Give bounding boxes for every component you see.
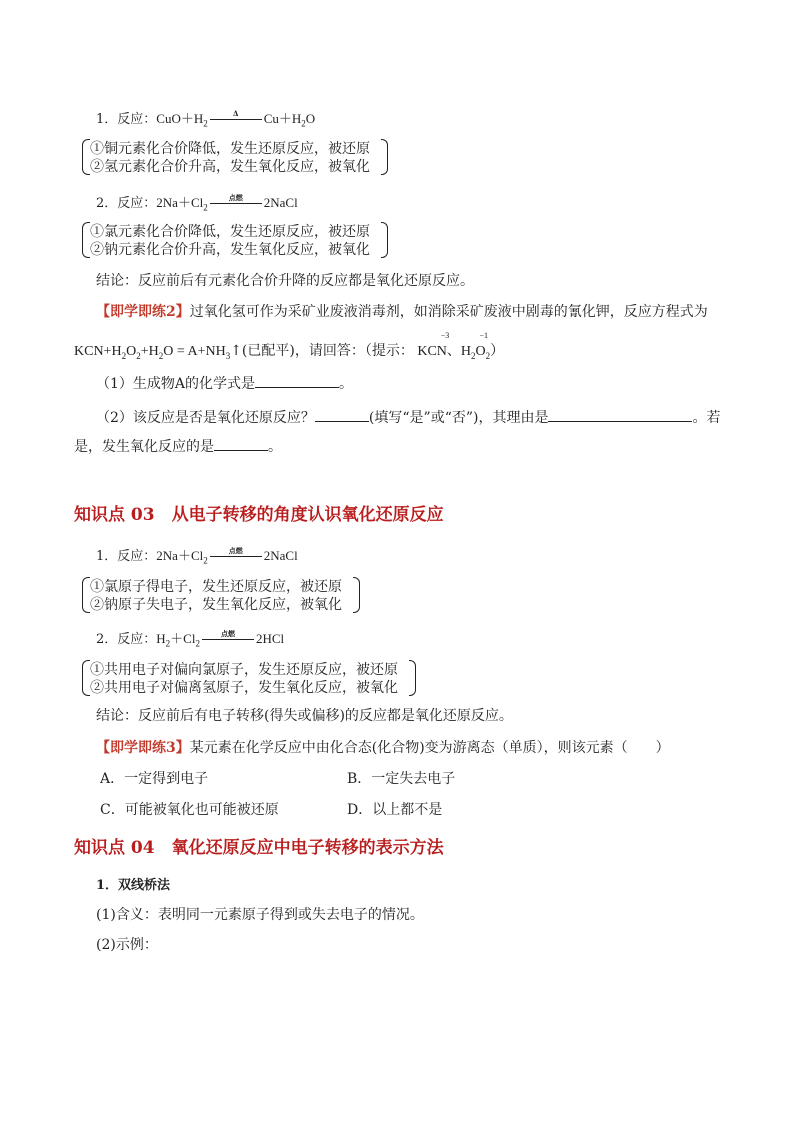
- hint-h2o2: 、$H_2$ −1 $O_2$）: [446, 331, 505, 361]
- reaction-3-nacl: 1．反应：$2Na+Cl_2$ 点燃 2NaCl: [96, 546, 298, 566]
- option-a[interactable]: A．一定得到电子: [100, 771, 209, 787]
- exercise-tag: 【即学即练3】: [96, 740, 190, 756]
- brace-line-2: ②氢元素化合价升高，发生氧化反应，被氧化: [90, 159, 370, 175]
- section-heading-04: 知识点 04 氧化还原反应中电子转移的表示方法: [74, 838, 444, 858]
- conclusion-electron: 结论：反应前后有电子转移(得失或偏移)的反应都是氧化还原反应。: [96, 708, 513, 724]
- option-c[interactable]: C．可能被氧化也可能被还原: [100, 802, 279, 818]
- left-brace: [82, 222, 90, 258]
- left-brace: [82, 660, 90, 696]
- right-brace: [353, 577, 360, 613]
- brace-line-2: ②共用电子对偏离氢原子，发生氧化反应，被氧化: [90, 680, 398, 696]
- brace-line-1: ①共用电子对偏向氯原子，发生还原反应，被还原: [90, 662, 398, 678]
- reaction-arrow: 点燃: [210, 203, 262, 204]
- brace-line-1: ①氯元素化合价降低，发生还原反应，被还原: [90, 224, 370, 240]
- hint-kcn: KC −3 N: [417, 331, 450, 359]
- question-1: （1）生成物A的化学式是 。: [96, 376, 354, 392]
- exercise-2-equation: $KCN+H_2O_2+H_2O$ = $A+NH_3↑$(已配平)，请回答：（提示： KC −3 N、$H_2$ −1 $O_2$）: [74, 331, 505, 361]
- answer-blank[interactable]: [214, 438, 268, 451]
- reaction-2-nacl: 2．反应：$2Na+Cl_2$ 点燃 2NaCl: [96, 193, 298, 213]
- question-2-cont: 是，发生氧化反应的是 。: [74, 439, 282, 455]
- exercise-3-stem: 【即学即练3】某元素在化学反应中由化合态(化合物)变为游离态（单质），则该元素（ ）: [96, 740, 670, 756]
- reaction-arrow: 点燃: [202, 639, 254, 640]
- brace-line-1: ①铜元素化合价降低，发生还原反应，被还原: [90, 141, 370, 157]
- right-brace: [409, 660, 416, 696]
- subheading-double-bridge: 1．双线桥法: [96, 878, 171, 893]
- exercise-tag: 【即学即练2】: [96, 304, 190, 320]
- answer-blank[interactable]: [315, 409, 369, 422]
- left-brace: [82, 577, 90, 613]
- conclusion-valence: 结论：反应前后有元素化合价升降的反应都是氧化还原反应。: [96, 273, 474, 289]
- option-b[interactable]: B．一定失去电子: [347, 771, 456, 787]
- definition-paragraph: (1)含义：表明同一元素原子得到或失去电子的情况。: [96, 907, 424, 923]
- brace-line-1: ①氯原子得电子，发生还原反应，被还原: [90, 579, 342, 595]
- right-brace: [381, 222, 388, 258]
- answer-blank[interactable]: [255, 375, 339, 388]
- left-brace: [82, 139, 90, 175]
- option-d[interactable]: D．以上都不是: [347, 802, 443, 818]
- reaction-arrow: Δ: [210, 119, 262, 120]
- example-label: (2)示例：: [96, 937, 158, 953]
- reaction-arrow: 点燃: [210, 556, 262, 557]
- reaction-4-hcl: 2．反应：$H_2+Cl_2$ 点燃 2HCl: [96, 629, 285, 649]
- section-heading-03: 知识点 03 从电子转移的角度认识氧化还原反应: [74, 505, 444, 525]
- brace-line-2: ②钠原子失电子，发生氧化反应，被氧化: [90, 597, 342, 613]
- exercise-2-intro: 【即学即练2】过氧化氢可作为采矿业废液消毒剂，如消除采矿废液中剧毒的氰化钾，反应方程式为: [96, 304, 708, 320]
- right-brace: [381, 139, 388, 175]
- answer-blank[interactable]: [548, 409, 692, 422]
- reaction-1-cuo: 1．反应：$CuO+H_2$ Δ $Cu+H_2O$: [96, 109, 316, 129]
- question-2: （2）该反应是否是氧化还原反应？ (填写“是”或“否”)，其理由是 。若: [96, 410, 721, 426]
- brace-line-2: ②钠元素化合价升高，发生氧化反应，被氧化: [90, 242, 370, 258]
